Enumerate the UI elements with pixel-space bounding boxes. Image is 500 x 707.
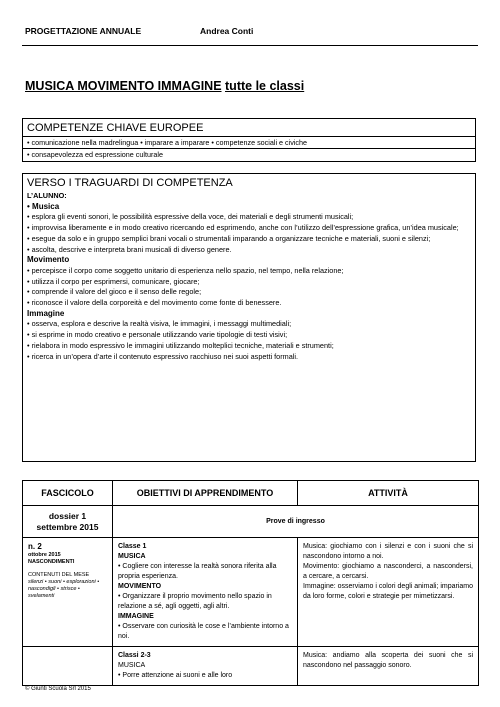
fascicolo-cell — [23, 647, 113, 686]
traguardi-intro: L’ALUNNO: — [27, 191, 67, 200]
issue-date: ottobre 2015 — [28, 552, 61, 558]
immagine-objective: • Osservare con curiosità le cose e l’ambiente intorno a noi. — [118, 623, 289, 640]
contenuti-label: CONTENUTI DEL MESE — [28, 572, 90, 578]
header-title: PROGETTAZIONE ANNUALE — [25, 26, 142, 36]
competenze-box — [22, 118, 476, 162]
classi-label: Classi 2-3 — [118, 652, 151, 659]
list-item: • ascolta, descrive e interpreta brani musicali di diverso genere. — [27, 244, 232, 254]
col-header-fascicolo: FASCICOLO — [23, 481, 113, 506]
title-sub: tutte le classi — [225, 79, 305, 93]
list-item: • si esprime in modo creativo e personale utilizzando varie tipologie di testi visivi; — [27, 330, 288, 340]
list-item: • comprende il valore del gioco e il senso delle regole; — [27, 287, 202, 297]
prove-ingresso: Prove di ingresso — [113, 506, 479, 538]
list-item: • rielabora in modo espressivo le immagini utilizzando molteplici tecniche, materiali e strumenti; — [27, 340, 334, 350]
attivita-cell — [298, 647, 479, 686]
programme-table — [22, 480, 479, 686]
musica-label: MUSICA — [118, 662, 146, 669]
movimento-label: MOVIMENTO — [118, 583, 162, 590]
attivita-musica: Musica: andiamo alla scoperta dei suoni che si nascondono nel passaggio sonoro. — [303, 652, 473, 669]
attivita-musica: Musica: giochiamo con i silenzi e con i suoni che si nascondono intorno a noi. — [303, 543, 473, 560]
musica-objective: • Porre attenzione ai suoni e alle loro — [118, 672, 233, 679]
table-row — [23, 506, 479, 538]
fascicolo-cell — [23, 506, 113, 538]
fascicolo-dossier: dossier 1 — [48, 510, 87, 521]
table-header-row — [23, 481, 479, 506]
title-main: MUSICA MOVIMENTO IMMAGINE — [25, 79, 222, 93]
competenze-line-2: • consapevolezza ed espressione culturale — [23, 148, 475, 160]
col-header-attivita: ATTIVITÀ — [298, 481, 479, 506]
musica-label: MUSICA — [118, 553, 146, 560]
copyright-footer: © Giunti Scuola Srl 2015 — [25, 686, 91, 692]
fascicolo-month: settembre 2015 — [36, 521, 99, 532]
movimento-objective: • Organizzare il proprio movimento nello spazio in relazione a sé, agli oggetti, agli altri. — [118, 593, 272, 610]
list-item: • percepisce il corpo come soggetto unitario di esperienza nello spazio, nel tempo, nella relazione; — [27, 265, 344, 275]
issue-number: n. 2 — [28, 542, 42, 551]
header-rule — [22, 45, 478, 46]
obiettivi-cell — [113, 647, 298, 686]
fascicolo-cell — [23, 538, 113, 647]
list-item: • utilizza il corpo per esprimersi, comunicare, giocare; — [27, 276, 200, 286]
list-item: • osserva, esplora e descrive la realtà visiva, le immagini, i messaggi multimediali; — [27, 319, 292, 329]
attivita-immagine: Immagine: osserviamo i colori degli animali; impariamo da loro forme, colori e strategie per mimetizzarsi. — [303, 583, 474, 600]
col-header-obiettivi: OBIETTIVI DI APPRENDIMENTO — [113, 481, 298, 506]
page-title — [25, 79, 304, 93]
list-item: • esplora gli eventi sonori, le possibilità espressive della voce, dei materiali e degli strumenti musicali; — [27, 212, 354, 222]
competenze-line-1: • comunicazione nella madrelingua • imparare a imparare • competenze sociali e civiche — [27, 138, 308, 147]
list-item: • ricerca in un’opera d’arte il contenuto espressivo racchiuso nei suoi aspetti formali. — [27, 351, 299, 361]
section-musica: • Musica — [27, 201, 60, 211]
attivita-cell — [298, 538, 479, 647]
immagine-label: IMMAGINE — [118, 613, 154, 620]
competenze-heading: COMPETENZE CHIAVE EUROPEE — [23, 119, 475, 137]
header-author: Andrea Conti — [200, 26, 254, 36]
classe-label: Classe 1 — [118, 543, 147, 550]
contenuti-items: silenzi • suoni • esplorazioni • nascondigli • strisce • svelamenti — [28, 579, 100, 599]
musica-objective: • Cogliere con interesse la realtà sonora riferita alla propria esperienza. — [118, 563, 277, 580]
list-item: • improvvisa liberamente e in modo creativo ricercando ed esprimendo, anche con l’utilizzo dell’espressione grafica, un’idea musicale; — [27, 223, 459, 233]
page-header — [25, 26, 254, 36]
traguardi-body — [23, 191, 475, 362]
section-movimento: Movimento — [27, 255, 70, 265]
obiettivi-cell — [113, 538, 298, 647]
table-row — [23, 647, 479, 686]
section-immagine: Immagine — [27, 308, 65, 318]
attivita-movimento: Movimento: giochiamo a nasconderci, a nascondersi, a cercare, a cercarsi. — [303, 563, 473, 580]
list-item: • esegue da solo e in gruppo semplici brani vocali o strumentali imparando a organizzare tecniche e materiali, suoni e silenzi; — [27, 233, 431, 243]
list-item: • riconosce il valore della corporeità e del movimento come fonte di benessere. — [27, 298, 282, 308]
table-row — [23, 538, 479, 647]
traguardi-heading: VERSO I TRAGUARDI DI COMPETENZA — [27, 177, 233, 189]
issue-theme: NASCONDIMENTI — [28, 559, 75, 565]
traguardi-box — [22, 173, 476, 462]
